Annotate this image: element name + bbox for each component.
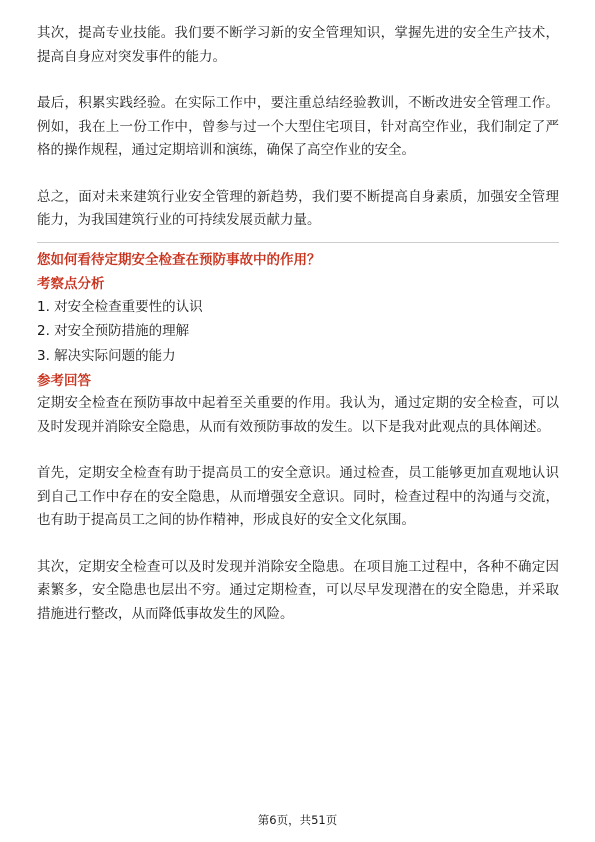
page-number: 第6页，共51页 — [257, 813, 338, 827]
list-item: 2. 对安全预防措施的理解 — [37, 323, 190, 339]
analysis-list — [37, 295, 559, 369]
document-page — [37, 22, 559, 626]
answer-paragraph-2: 首先，定期安全检查有助于提高员工的安全意识。通过检查，员工能够更加直观地认识到自己工作中存在的安全隐患，从而增强安全意识。同时，检查过程中的沟通与交流，也有助于提高员工之间的协作精神，形成良好的安全文化氛围。 — [37, 465, 559, 528]
analysis-heading: 考察点分析 — [37, 275, 105, 292]
answer-heading: 参考回答 — [37, 373, 91, 389]
answer-paragraph-1: 定期安全检查在预防事故中起着至关重要的作用。我认为，通过定期的安全检查，可以及时发现并消除安全隐患，从而有效预防事故的发生。以下是我对此观点的具体阐述。 — [37, 395, 559, 435]
section-divider — [37, 242, 559, 243]
intro-paragraph-2: 最后，积累实践经验。在实际工作中，要注重总结经验教训，不断改进安全管理工作。例如，我在上一份工作中，曾参与过一个大型住宅项目，针对高空作业，我们制定了严格的操作规程，通过定期培训和演练，确保了高空作业的安全。 — [37, 95, 559, 158]
list-item: 1. 对安全检查重要性的认识 — [37, 298, 203, 315]
answer-paragraph-3: 其次，定期安全检查可以及时发现并消除安全隐患。在项目施工过程中，各种不确定因素繁多，安全隐患也层出不穷。通过定期检查，可以尽早发现潜在的安全隐患，并采取措施进行整改，从而降低事故发生的风险。 — [37, 558, 559, 622]
question-title: 您如何看待定期安全检查在预防事故中的作用？ — [37, 251, 321, 268]
list-item: 3. 解决实际问题的能力 — [37, 347, 176, 364]
intro-paragraph-3: 总之，面对未来建筑行业安全管理的新趋势，我们要不断提高自身素质，加强安全管理能力，为我国建筑行业的可持续发展贡献力量。 — [37, 188, 559, 228]
intro-paragraph-1: 其次，提高专业技能。我们要不断学习新的安全管理知识，掌握先进的安全生产技术，提高自身应对突发事件的能力。 — [37, 25, 559, 65]
